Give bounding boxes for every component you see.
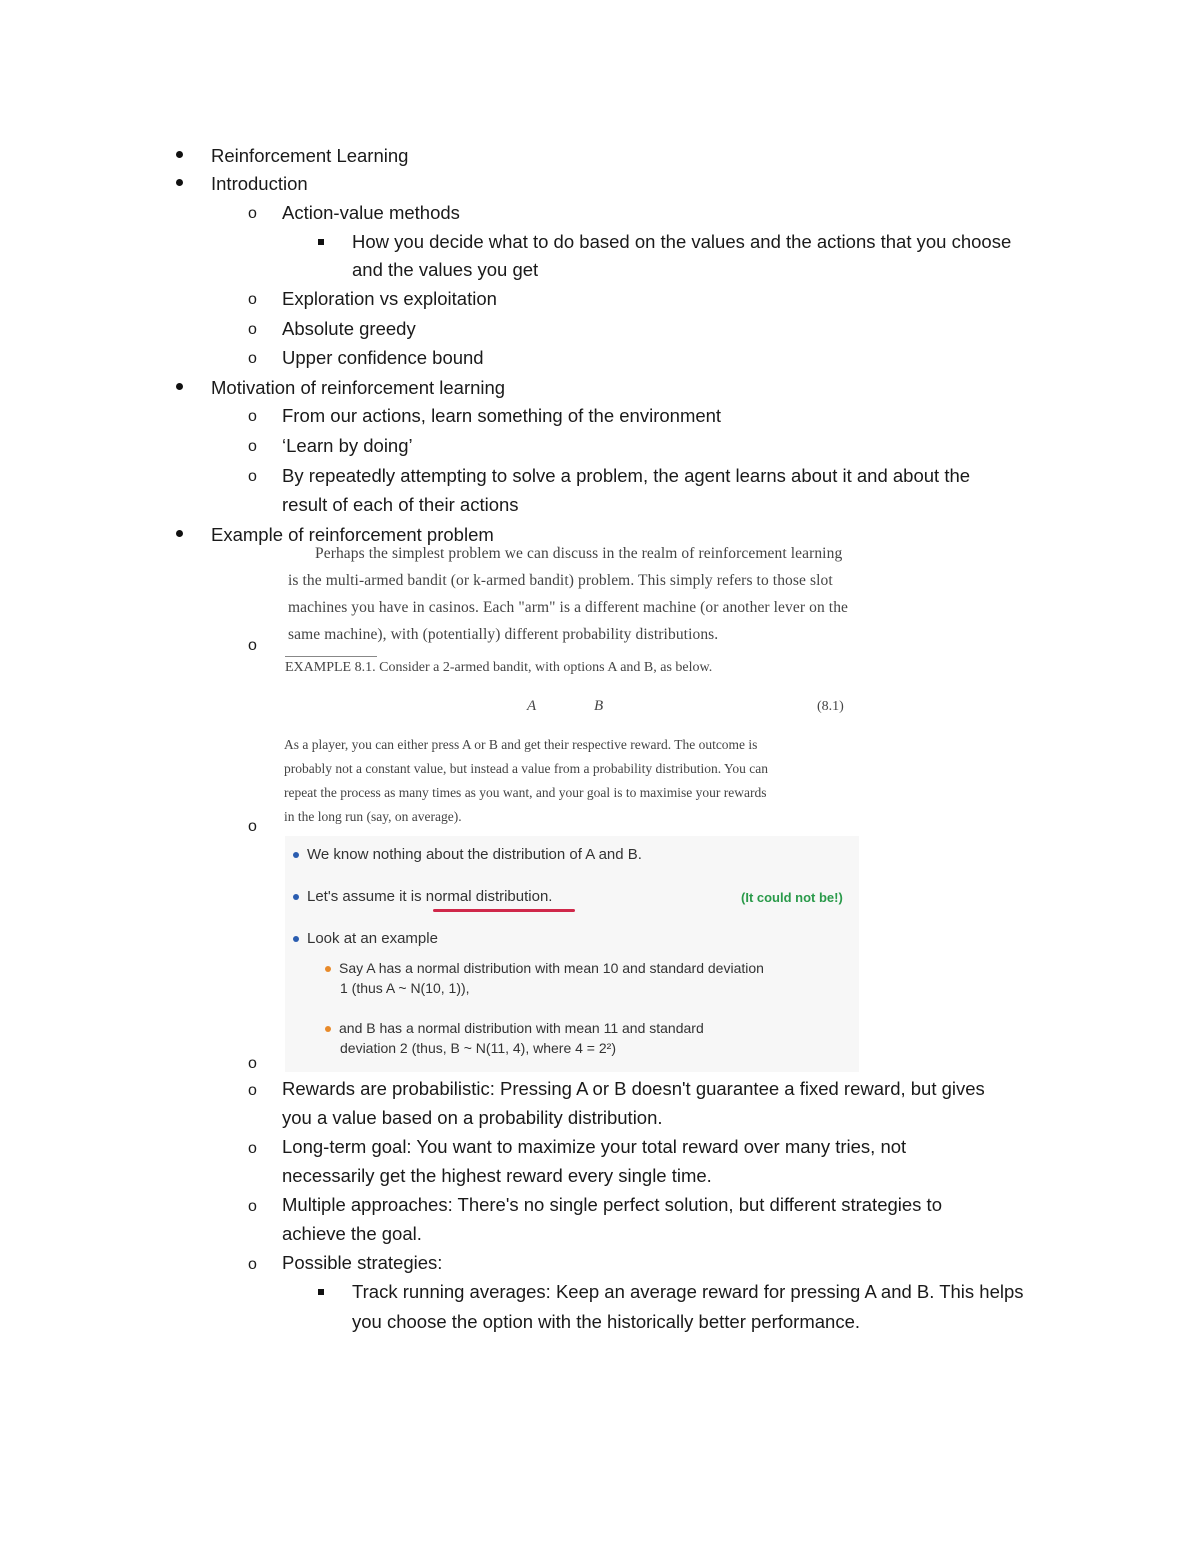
circle-bullet-icon: o [248, 1055, 257, 1072]
blue-bullet-icon [293, 894, 299, 900]
outline-item: Upper confidence bound [282, 347, 484, 368]
outline-item-cont: result of each of their actions [282, 494, 519, 515]
outline-item-cont: you choose the option with the historically better performance. [352, 1311, 861, 1332]
outline-item: Action-value methods [282, 202, 460, 223]
slide-bullet: Let's assume it is normal distribution. [293, 888, 552, 905]
circle-bullet-icon: o [248, 1198, 257, 1215]
circle-bullet-icon: o [248, 468, 257, 485]
circle-bullet-icon: o [248, 1082, 257, 1099]
blue-bullet-icon [293, 936, 299, 942]
bullet-icon [174, 177, 184, 187]
excerpt-line: is the multi-armed bandit (or k-armed bandit) problem. This simply refers to those slot [288, 572, 833, 589]
outline-item: Reinforcement Learning [211, 145, 409, 166]
outline-item: Track running averages: Keep an average reward for pressing A and B. This helps [352, 1281, 1024, 1302]
bullet-icon [174, 381, 184, 391]
slide-bullet: We know nothing about the distribution of A and B. [293, 846, 642, 863]
outline-item: Long-term goal: You want to maximize your total reward over many tries, not [282, 1136, 907, 1157]
excerpt-line: repeat the process as many times as you want, and your goal is to maximise your rewards [284, 785, 767, 800]
outline-item-cont: necessarily get the highest reward every single time. [282, 1165, 712, 1186]
circle-bullet-icon: o [248, 637, 257, 654]
circle-bullet-icon: o [248, 1140, 257, 1157]
outline-item: From our actions, learn something of the environment [282, 405, 722, 426]
bullet-icon [174, 149, 184, 159]
outline-item: ‘Learn by doing’ [282, 435, 413, 456]
outline-item: Rewards are probabilistic: Pressing A or B doesn't guarantee a fixed reward, but gives [282, 1078, 985, 1099]
orange-bullet-icon [325, 966, 331, 972]
red-underline [433, 909, 575, 912]
orange-bullet-icon [325, 1026, 331, 1032]
outline-item-cont: you a value based on a probability distribution. [282, 1107, 663, 1128]
circle-bullet-icon: o [248, 408, 257, 425]
outline-item: By repeatedly attempting to solve a problem, the agent learns about it and about the [282, 465, 971, 486]
outline-item: Introduction [211, 173, 308, 194]
slide-sub-bullet-cont: 1 (thus A ~ N(10, 1)), [340, 980, 470, 996]
underlined-text: normal distribution. [425, 888, 553, 905]
bullet-icon [174, 528, 184, 538]
circle-bullet-icon: o [248, 438, 257, 455]
excerpt-line: probably not a constant value, but instead a value from a probability distribution. You can [284, 761, 769, 776]
blue-bullet-icon [293, 852, 299, 858]
square-bullet-icon [318, 239, 324, 245]
excerpt-line: same machine), with (potentially) different probability distributions. [288, 626, 719, 643]
footnote-rule [285, 656, 377, 657]
circle-bullet-icon: o [248, 291, 257, 308]
slide-sub-bullet: and B has a normal distribution with mean 11 and standard [325, 1020, 704, 1036]
textbook-excerpt-image [288, 540, 938, 648]
outline-item-cont: achieve the goal. [282, 1223, 422, 1244]
slide-bullet: Look at an example [293, 930, 438, 947]
outline-item: How you decide what to do based on the values and the actions that you choose [352, 231, 1012, 252]
slide-sub-bullet: Say A has a normal distribution with mean 10 and standard deviation [325, 960, 764, 976]
outline-item: Multiple approaches: There's no single perfect solution, but different strategies to [282, 1194, 942, 1215]
explanation-excerpt-image [284, 733, 850, 829]
outline-item: Possible strategies: [282, 1252, 443, 1273]
option-b-label: B [594, 698, 604, 714]
excerpt-line: machines you have in casinos. Each "arm" is a different machine (or another lever on the [288, 599, 849, 616]
circle-bullet-icon: o [248, 350, 257, 367]
square-bullet-icon [318, 1289, 324, 1295]
circle-bullet-icon: o [248, 205, 257, 222]
slide-sub-bullet-cont: deviation 2 (thus, B ~ N(11, 4), where 4 = 2²) [340, 1040, 616, 1056]
outline-item-cont: and the values you get [352, 259, 539, 280]
annotation-note: (It could not be!) [741, 890, 843, 905]
outline-item: Exploration vs exploitation [282, 288, 497, 309]
circle-bullet-icon: o [248, 321, 257, 338]
equation-number: (8.1) [817, 699, 844, 714]
option-a-label: A [527, 698, 537, 714]
example-heading: EXAMPLE 8.1. Consider a 2-armed bandit, with options A and B, as below. [285, 660, 713, 675]
circle-bullet-icon: o [248, 818, 257, 835]
circle-bullet-icon: o [248, 1256, 257, 1273]
excerpt-line: Perhaps the simplest problem we can discuss in the realm of reinforcement learning [315, 545, 843, 562]
outline-item: Absolute greedy [282, 318, 416, 339]
excerpt-line: in the long run (say, on average). [284, 809, 462, 824]
outline-item: Example of reinforcement problem [211, 524, 494, 545]
slide-excerpt-image [285, 836, 859, 1072]
outline-item: Motivation of reinforcement learning [211, 377, 506, 398]
excerpt-line: As a player, you can either press A or B and get their respective reward. The outcome is [284, 737, 758, 752]
